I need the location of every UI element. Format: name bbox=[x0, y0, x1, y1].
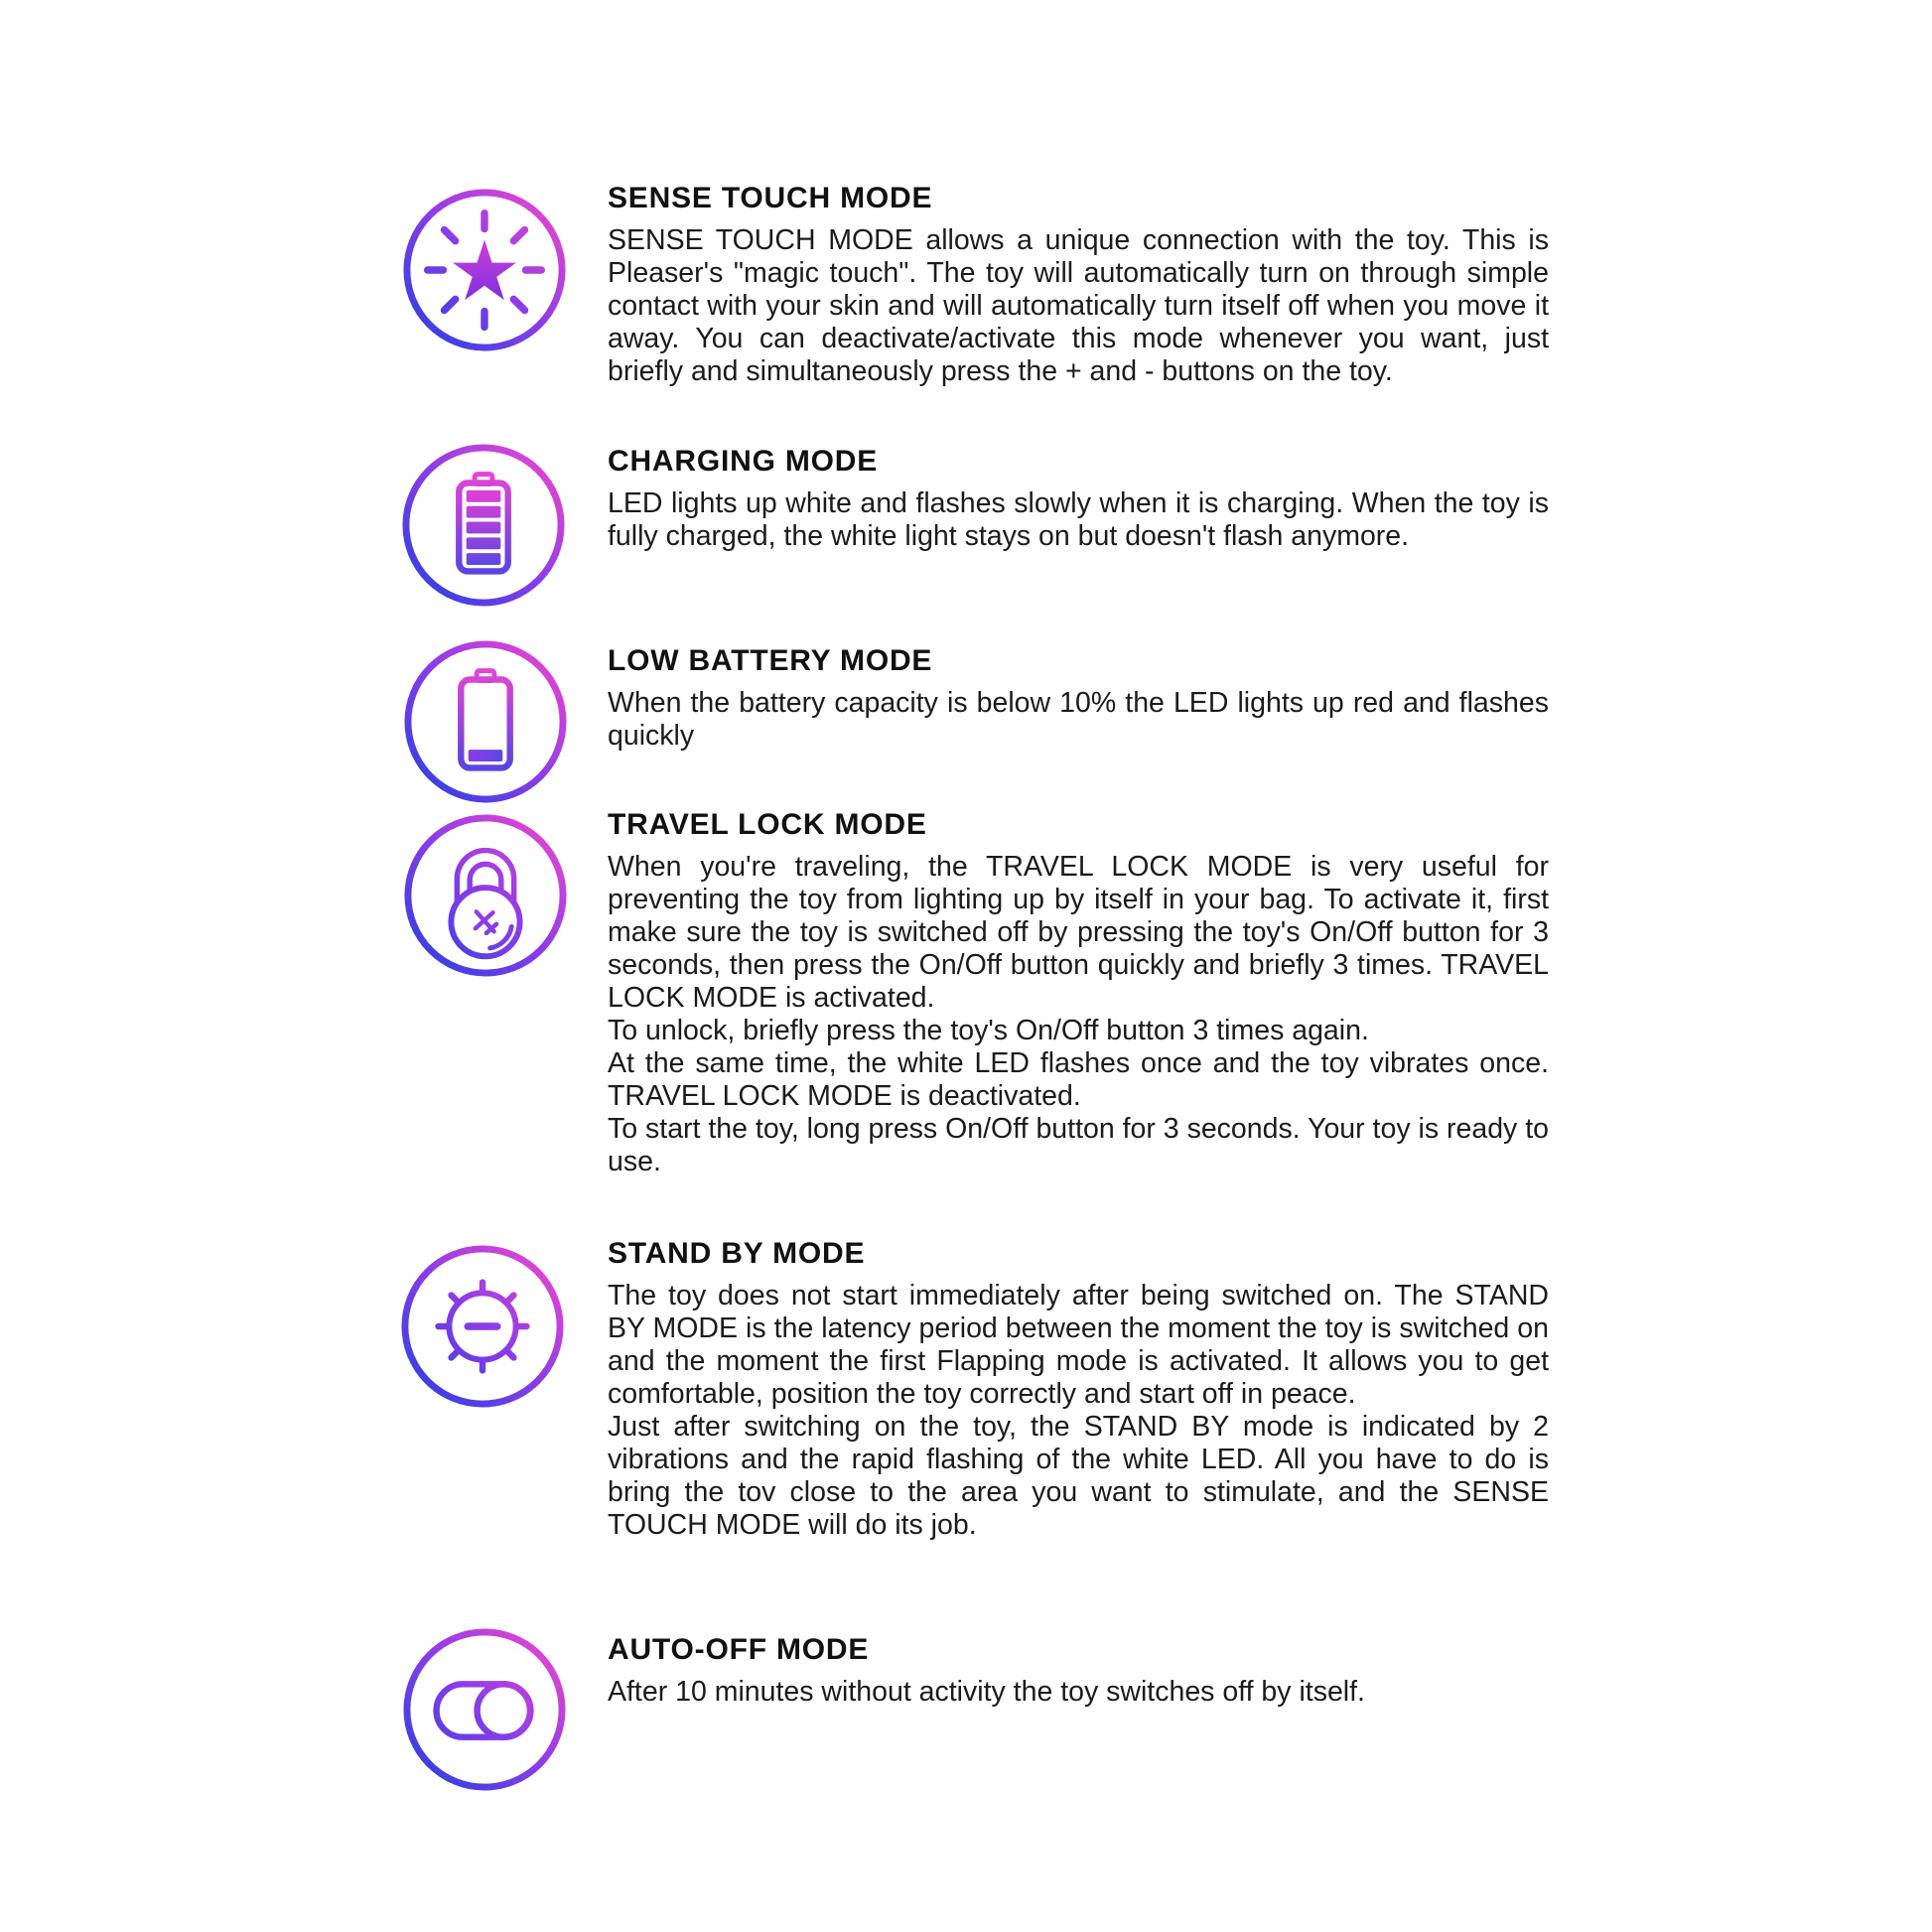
section-heading: LOW BATTERY MODE bbox=[608, 644, 933, 677]
section-heading: STAND BY MODE bbox=[608, 1237, 866, 1270]
section-low-battery bbox=[608, 644, 1549, 753]
battery-low-icon bbox=[402, 638, 569, 805]
standby-sun-icon bbox=[399, 1243, 566, 1410]
section-stand-by bbox=[608, 1237, 1549, 1542]
battery-charging-icon bbox=[400, 442, 567, 609]
travel-lock-icon bbox=[402, 812, 569, 979]
section-paragraph: LED lights up white and flashes slowly when it is charging. When the toy is fully charged, the white light stays on but doesn't flash anymore. bbox=[608, 487, 1549, 552]
section-heading: CHARGING MODE bbox=[608, 445, 879, 478]
section-paragraph: SENSE TOUCH MODE allows a unique connection with the toy. This is Pleaser's "magic touch". The toy will automatically turn on through simple contact with your skin and will automatically turn itself off when you move it away. You can deactivate/activate this mode whenever you want, just briefly and simultaneously press the + and - buttons on the toy. bbox=[608, 224, 1549, 387]
section-paragraph: To unlock, briefly press the toy's On/Off button 3 times again. bbox=[608, 1015, 1369, 1046]
section-paragraph: When you're traveling, the TRAVEL LOCK MODE is very useful for preventing the toy from lighting up by itself in your bag. To activate it, first make sure the toy is switched off by pressing the toy's On/Off button for 3 seconds, then press the On/Off button quickly and briefly 3 times. TRAVEL LOCK MODE is activated. bbox=[608, 851, 1549, 1014]
section-paragraph: Just after switching on the toy, the STAND BY mode is indicated by 2 vibrations and the rapid flashing of the white LED. All you have to do is bring the tov close to the area you want to stimulate, and the SENSE TOUCH MODE will do its job. bbox=[608, 1411, 1549, 1541]
section-travel-lock bbox=[608, 808, 1549, 1178]
section-charging bbox=[608, 445, 1549, 553]
section-paragraph: When the battery capacity is below 10% the LED lights up red and flashes quickly bbox=[608, 687, 1549, 752]
section-sense-touch bbox=[608, 182, 1549, 388]
section-paragraph: After 10 minutes without activity the toy switches off by itself. bbox=[608, 1676, 1365, 1708]
section-paragraph: To start the toy, long press On/Off button for 3 seconds. Your toy is ready to use. bbox=[608, 1113, 1549, 1177]
section-paragraph: At the same time, the white LED flashes once and the toy vibrates once. TRAVEL LOCK MODE is deactivated. bbox=[608, 1047, 1549, 1112]
section-auto-off bbox=[608, 1633, 1549, 1709]
section-heading: SENSE TOUCH MODE bbox=[608, 182, 933, 214]
sense-touch-star-icon bbox=[401, 187, 568, 353]
section-heading: AUTO-OFF MODE bbox=[608, 1633, 870, 1666]
section-heading: TRAVEL LOCK MODE bbox=[608, 808, 927, 841]
section-paragraph: The toy does not start immediately after being switched on. The STAND BY MODE is the latency period between the moment the toy is switched on and the moment the first Flapping mode is activated. It allows you to get comfortable, position the toy correctly and start off in peace. bbox=[608, 1280, 1549, 1410]
toggle-switch-icon bbox=[401, 1626, 568, 1793]
